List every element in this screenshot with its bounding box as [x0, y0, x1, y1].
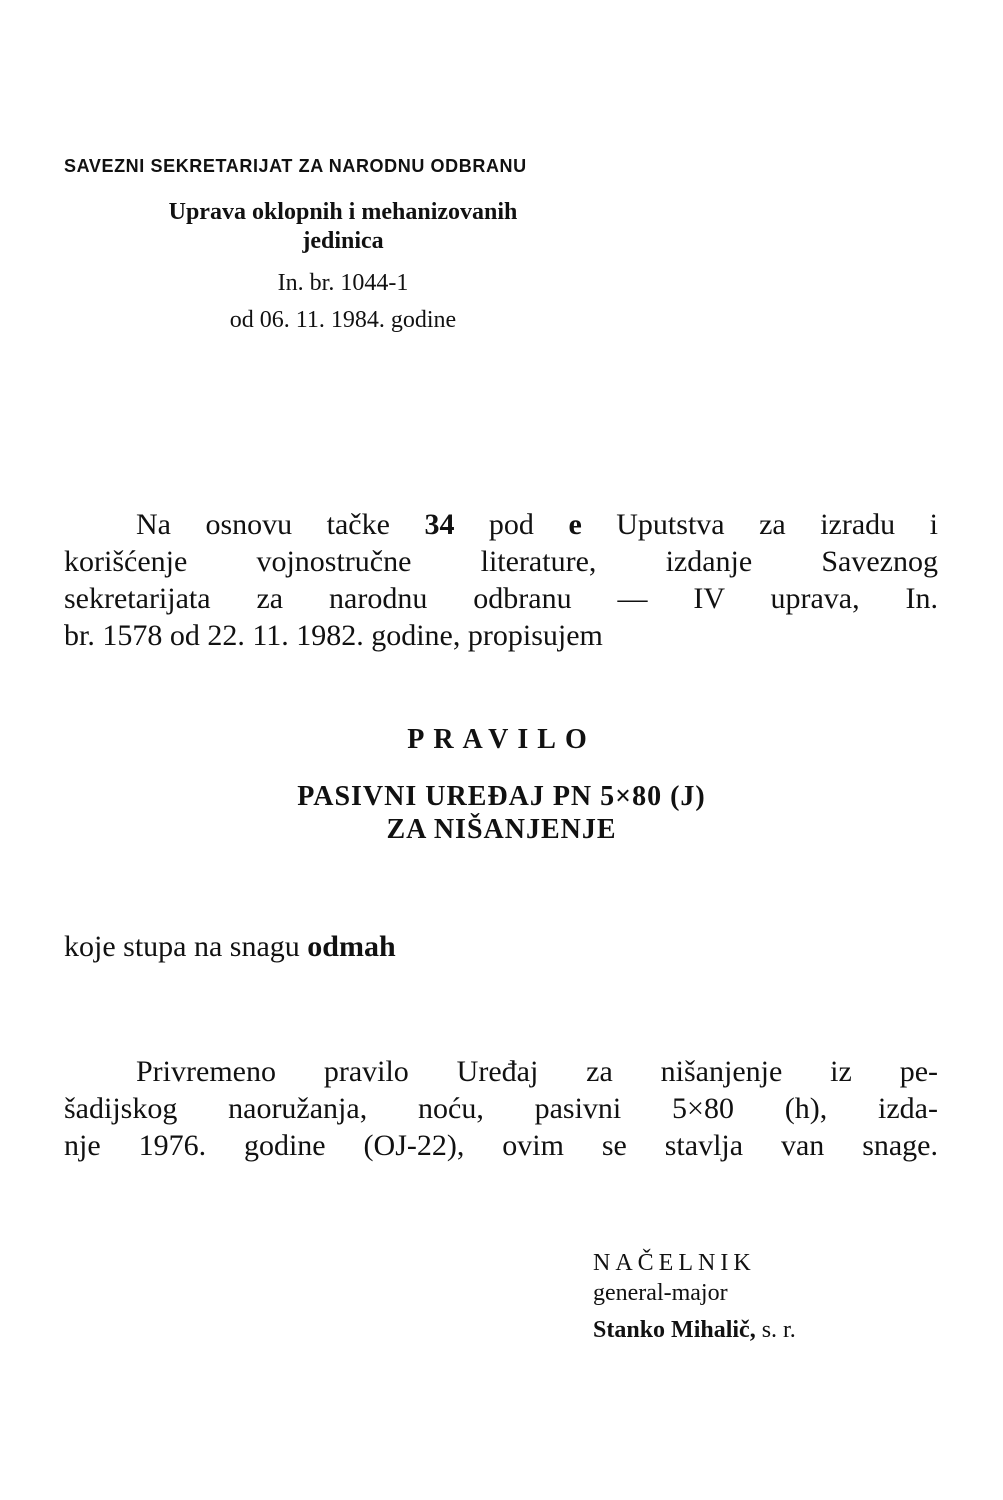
- repeal-line-3: nje 1976. godine (OJ-22), ovim se stavlja van snage.: [64, 1129, 938, 1162]
- issue-date: od 06. 11. 1984. godine: [229, 307, 457, 333]
- intro-text-c: pod: [454, 508, 569, 541]
- intro-line-3: sekretarijata za narodnu odbranu — IV uprava, In.: [64, 582, 938, 615]
- document-title-line-1: PASIVNI UREĐAJ PN 5×80 (J): [297, 781, 706, 812]
- signatory-name: Stanko Mihalič,: [593, 1317, 756, 1343]
- intro-subpoint: e: [568, 508, 582, 541]
- intro-line-2: korišćenje vojnostručne literature, izdanje Saveznog: [64, 545, 938, 578]
- effect-text: koje stupa na snagu: [64, 930, 308, 963]
- signatory-title: NAČELNIK: [593, 1250, 756, 1276]
- effect-bold: odmah: [307, 930, 396, 963]
- intro-paragraph: [64, 506, 938, 654]
- intro-point-number: 34: [424, 508, 455, 541]
- directorate-line-2: jedinica: [302, 228, 384, 254]
- signatory-suffix: s. r.: [755, 1317, 796, 1343]
- ministry-heading: SAVEZNI SEKRETARIJAT ZA NARODNU ODBRANU: [64, 156, 527, 176]
- intro-line-4: br. 1578 od 22. 11. 1982. godine, propisujem: [64, 619, 603, 652]
- signatory-name-line: [593, 1317, 796, 1344]
- repeal-paragraph: [64, 1053, 938, 1164]
- intro-text-e: Uputstva za izradu i: [581, 508, 939, 541]
- intro-line-1: [64, 506, 938, 543]
- signatory-rank: general-major: [593, 1280, 728, 1306]
- directorate-heading: [70, 198, 616, 256]
- document-type-title: PRAVILO: [407, 724, 596, 755]
- document-title-line-2: ZA NIŠANJENJE: [386, 814, 617, 845]
- effect-paragraph: [64, 928, 938, 965]
- repeal-line-1: Privremeno pravilo Uređaj za nišanjenje iz pe-: [136, 1055, 938, 1088]
- repeal-line-2: šadijskog naoružanja, noću, pasivni 5×80 (h), izda-: [64, 1092, 938, 1125]
- reference-number: In. br. 1044-1: [277, 270, 409, 296]
- intro-text-a: Na osnovu tačke: [136, 508, 425, 541]
- directorate-line-1: Uprava oklopnih i mehanizovanih: [168, 199, 518, 225]
- effect-line: [64, 928, 938, 965]
